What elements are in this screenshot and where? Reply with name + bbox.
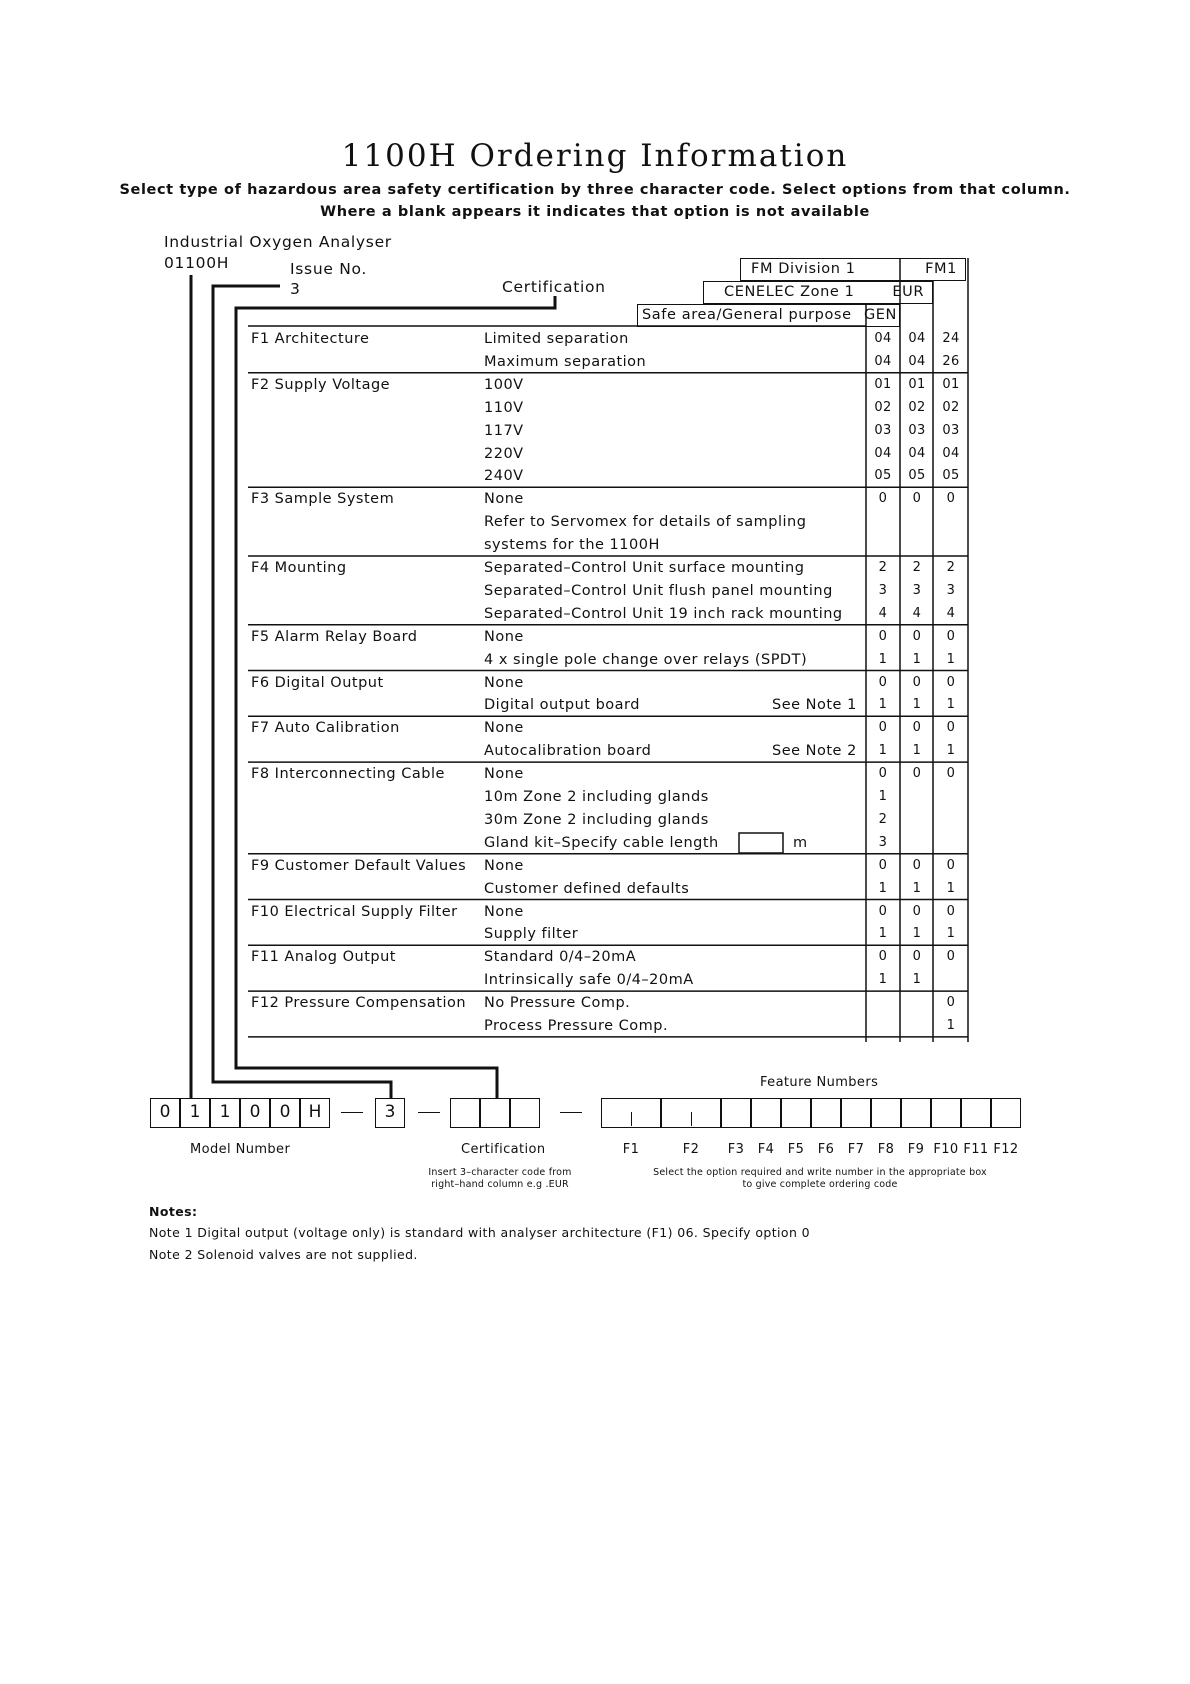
see-note-label: See Note 2	[772, 743, 857, 760]
model-char-box: 0	[270, 1098, 300, 1128]
code-fm1: 3	[946, 582, 956, 598]
code-gen: 1	[878, 880, 888, 896]
model-char-box: H	[300, 1098, 330, 1128]
code-eur: 1	[912, 743, 922, 759]
option-text: Customer defined defaults	[484, 880, 690, 897]
code-eur: 0	[912, 628, 922, 644]
page-title: 1100H Ordering Information	[341, 138, 849, 174]
subtitle-line-2: Where a blank appears it indicates that option is not available	[320, 204, 870, 220]
feature-label: F4	[757, 1142, 775, 1157]
code-gen: 04	[874, 331, 892, 346]
code-eur: 2	[912, 560, 922, 575]
cert-hint-line-1: Insert 3–character code from	[428, 1167, 572, 1178]
code-eur: 04	[908, 353, 926, 369]
feature-name: F6 Digital Output	[251, 674, 384, 691]
option-text: None	[484, 491, 524, 508]
feature-label: F8	[877, 1142, 895, 1157]
option-text: Limited separation	[484, 331, 629, 347]
product-model: 01100H	[164, 254, 230, 272]
option-text: None	[484, 720, 524, 737]
code-gen: 02	[874, 399, 892, 415]
code-fm1: 0	[946, 674, 956, 690]
code-eur: 0	[912, 857, 922, 873]
option-text: Standard 0/4–20mA	[484, 949, 637, 966]
fm-division-label: FM Division 1	[751, 261, 856, 277]
feature-box[interactable]	[901, 1098, 931, 1128]
feature-name: F2 Supply Voltage	[251, 376, 391, 393]
option-text: Maximum separation	[484, 353, 647, 370]
feature-label: F10	[933, 1142, 959, 1157]
code-gen: 03	[874, 422, 892, 438]
feature-label: F9	[907, 1142, 925, 1157]
feature-box[interactable]	[781, 1098, 811, 1128]
code-fm1: 0	[946, 995, 956, 1011]
code-eur: 1	[912, 972, 922, 988]
code-gen: 0	[878, 720, 888, 736]
code-gen: 0	[878, 903, 888, 919]
notes-heading: Notes:	[149, 1204, 198, 1219]
feature-name: F4 Mounting	[251, 560, 347, 576]
feature-name: F7 Auto Calibration	[251, 720, 400, 737]
code-eur: 04	[908, 331, 926, 346]
code-gen: 1	[878, 926, 888, 942]
option-text: 240V	[484, 468, 524, 485]
code-eur: 0	[912, 949, 922, 965]
unit-label: m	[793, 834, 808, 851]
code-eur: 3	[912, 582, 922, 598]
certification-label: Certification	[502, 278, 606, 296]
feature-label: F3	[727, 1142, 745, 1157]
code-fm1: 1	[946, 880, 956, 896]
feature-box[interactable]	[961, 1098, 991, 1128]
option-text: systems for the 1100H	[484, 537, 660, 554]
option-text: Separated–Control Unit surface mounting	[484, 560, 805, 576]
code-fm1: 1	[946, 651, 956, 667]
option-text: Autocalibration board	[484, 743, 652, 760]
option-text: 4 x single pole change over relays (SPDT)	[484, 651, 808, 668]
option-text: 30m Zone 2 including glands	[484, 811, 709, 828]
code-fm1: 1	[946, 1018, 956, 1033]
separator-dash	[341, 1112, 363, 1113]
option-text: Refer to Servomex for details of sampling	[484, 514, 807, 531]
code-eur: 03	[908, 422, 926, 438]
code-gen: 1	[878, 972, 888, 988]
note-2: Note 2 Solenoid valves are not supplied.	[149, 1247, 418, 1262]
feature-name: F12 Pressure Compensation	[251, 995, 467, 1012]
code-gen: 1	[878, 743, 888, 759]
fm1-code-label: FM1	[925, 261, 957, 277]
certification-code-box[interactable]	[450, 1098, 480, 1128]
safe-area-label: Safe area/General purpose	[642, 307, 852, 323]
code-gen: 3	[878, 834, 888, 850]
cert-hint-line-2: right–hand column e.g .EUR	[431, 1179, 569, 1190]
option-text: Separated–Control Unit 19 inch rack mounting	[484, 605, 843, 622]
cable-length-box	[739, 833, 783, 853]
option-text: Separated–Control Unit flush panel mounting	[484, 582, 833, 599]
option-text: None	[484, 857, 524, 874]
separator-dash	[560, 1112, 582, 1113]
option-text: No Pressure Comp.	[484, 995, 631, 1012]
feature-numbers-label: Feature Numbers	[760, 1075, 879, 1090]
feature-label: F2	[682, 1142, 700, 1157]
code-eur: 0	[912, 903, 922, 919]
separator-dash	[418, 1112, 440, 1113]
eur-code-label: EUR	[892, 284, 924, 300]
code-fm1: 03	[942, 422, 960, 438]
feature-label: F6	[817, 1142, 835, 1157]
code-fm1: 05	[942, 468, 960, 484]
feature-name: F9 Customer Default Values	[251, 857, 467, 874]
code-eur: 01	[908, 376, 926, 392]
code-gen: 0	[878, 491, 888, 507]
digit-divider-tick	[631, 1112, 632, 1126]
feature-label: F12	[993, 1142, 1019, 1157]
code-fm1: 1	[946, 743, 956, 759]
code-gen: 0	[878, 949, 888, 965]
code-fm1: 0	[946, 857, 956, 873]
code-eur: 0	[912, 720, 922, 736]
code-fm1: 0	[946, 903, 956, 919]
feature-label: F5	[787, 1142, 805, 1157]
code-fm1: 0	[946, 766, 956, 782]
digit-divider-tick	[691, 1112, 692, 1126]
feature-box[interactable]	[991, 1098, 1021, 1128]
code-eur: 1	[912, 880, 922, 896]
feature-box[interactable]	[751, 1098, 781, 1128]
code-gen: 04	[874, 445, 892, 461]
code-gen: 1	[878, 651, 888, 667]
code-gen: 2	[878, 811, 888, 827]
code-fm1: 01	[942, 376, 960, 392]
option-text: 220V	[484, 445, 524, 462]
feature-box[interactable]	[931, 1098, 961, 1128]
code-fm1: 0	[946, 628, 956, 644]
code-gen: 01	[874, 376, 892, 392]
feature-name: F1 Architecture	[251, 331, 370, 347]
code-gen: 0	[878, 674, 888, 690]
code-fm1: 4	[946, 605, 956, 621]
gen-code-label: GEN	[863, 307, 897, 323]
feature-hint-line-1: Select the option required and write number in the appropriate box	[653, 1167, 987, 1178]
model-char-box: 1	[180, 1098, 210, 1128]
option-text: None	[484, 766, 524, 783]
code-eur: 05	[908, 468, 926, 484]
model-char-box: 1	[210, 1098, 240, 1128]
code-gen: 0	[878, 766, 888, 782]
code-gen: 05	[874, 468, 892, 484]
option-text: Digital output board	[484, 697, 640, 714]
model-char-box: 0	[240, 1098, 270, 1128]
option-text: None	[484, 903, 524, 920]
feature-label: F7	[847, 1142, 865, 1157]
option-text: None	[484, 628, 524, 645]
feature-name: F11 Analog Output	[251, 949, 396, 966]
feature-name: F5 Alarm Relay Board	[251, 628, 418, 645]
code-fm1: 2	[946, 560, 956, 575]
feature-box[interactable]	[871, 1098, 901, 1128]
code-gen: 0	[878, 628, 888, 644]
feature-hint-line-2: to give complete ordering code	[742, 1179, 898, 1190]
code-gen: 1	[878, 697, 888, 713]
model-char-box: 0	[150, 1098, 180, 1128]
cenelec-label: CENELEC Zone 1	[724, 284, 855, 300]
product-name: Industrial Oxygen Analyser	[164, 233, 392, 251]
code-gen: 3	[878, 582, 888, 598]
code-fm1: 0	[946, 491, 956, 507]
code-eur: 1	[912, 926, 922, 942]
code-fm1: 02	[942, 399, 960, 415]
certification-code-box[interactable]	[480, 1098, 510, 1128]
option-text: 117V	[484, 422, 524, 439]
option-text: Process Pressure Comp.	[484, 1018, 669, 1034]
code-fm1: 1	[946, 926, 956, 942]
option-text: 110V	[484, 399, 524, 416]
option-text: Intrinsically safe 0/4–20mA	[484, 972, 694, 989]
feature-label: F11	[963, 1142, 989, 1157]
issue-value: 3	[290, 280, 301, 298]
code-gen: 0	[878, 857, 888, 873]
code-fm1: 0	[946, 720, 956, 736]
code-eur: 0	[912, 491, 922, 507]
certification-caption: Certification	[461, 1142, 546, 1157]
certification-code-box[interactable]	[510, 1098, 540, 1128]
subtitle-line-1: Select type of hazardous area safety certification by three character code. Select options from that column.	[119, 182, 1071, 198]
code-eur: 4	[912, 605, 922, 621]
code-fm1: 0	[946, 949, 956, 965]
feature-label: F1	[622, 1142, 640, 1157]
code-eur: 0	[912, 766, 922, 782]
feature-box[interactable]	[841, 1098, 871, 1128]
feature-box[interactable]	[721, 1098, 751, 1128]
code-eur: 1	[912, 651, 922, 667]
issue-label: Issue No.	[290, 260, 368, 278]
code-gen: 4	[878, 605, 888, 621]
issue-char-box: 3	[375, 1098, 405, 1128]
code-fm1: 24	[942, 331, 960, 346]
feature-name: F3 Sample System	[251, 491, 395, 508]
code-gen: 2	[878, 560, 888, 575]
option-text: 100V	[484, 376, 524, 393]
see-note-label: See Note 1	[772, 697, 857, 714]
code-fm1: 1	[946, 697, 956, 713]
code-fm1: 04	[942, 445, 960, 461]
option-text: Supply filter	[484, 926, 579, 943]
code-eur: 04	[908, 445, 926, 461]
option-text: Gland kit–Specify cable length	[484, 834, 719, 851]
code-gen: 1	[878, 789, 888, 804]
note-1: Note 1 Digital output (voltage only) is standard with analyser architecture (F1) 06. Specify option 0	[149, 1225, 810, 1240]
code-fm1: 26	[942, 353, 960, 369]
option-text: 10m Zone 2 including glands	[484, 789, 709, 805]
code-eur: 1	[912, 697, 922, 713]
code-eur: 02	[908, 399, 926, 415]
feature-box[interactable]	[811, 1098, 841, 1128]
code-eur: 0	[912, 674, 922, 690]
model-number-label: Model Number	[190, 1142, 291, 1157]
feature-name: F10 Electrical Supply Filter	[251, 903, 458, 920]
feature-name: F8 Interconnecting Cable	[251, 766, 445, 783]
code-gen: 04	[874, 353, 892, 369]
option-text: None	[484, 674, 524, 691]
